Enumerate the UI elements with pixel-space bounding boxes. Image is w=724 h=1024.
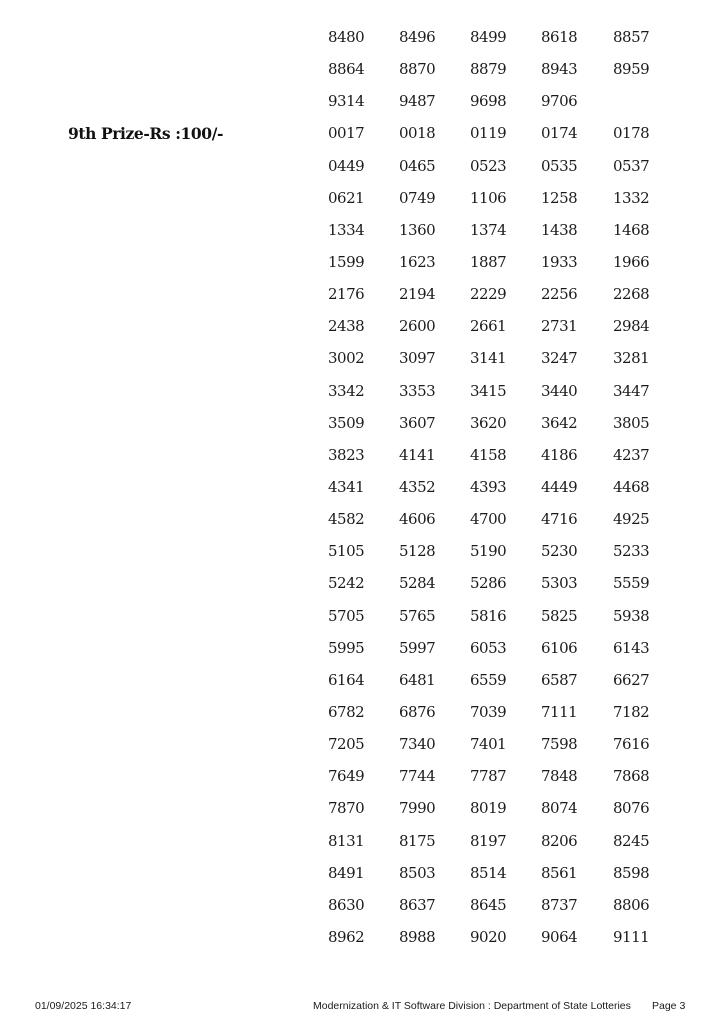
draw-number: 7401 bbox=[470, 735, 507, 754]
draw-number: 5233 bbox=[613, 542, 650, 561]
number-row bbox=[0, 921, 724, 953]
number-row bbox=[0, 21, 724, 53]
draw-number: 5105 bbox=[328, 542, 365, 561]
draw-number: 0174 bbox=[541, 124, 578, 143]
draw-number: 0749 bbox=[399, 188, 436, 207]
draw-number: 8630 bbox=[328, 895, 365, 914]
draw-number: 8637 bbox=[399, 895, 436, 914]
draw-number: 1933 bbox=[541, 253, 578, 272]
draw-number: 8988 bbox=[399, 928, 436, 946]
draw-number: 5190 bbox=[470, 542, 507, 561]
number-row bbox=[0, 857, 724, 889]
draw-number: 5286 bbox=[470, 574, 507, 593]
draw-number: 1599 bbox=[328, 253, 365, 272]
draw-number: 5242 bbox=[328, 574, 365, 593]
draw-number: 4186 bbox=[541, 445, 578, 464]
draw-number: 8074 bbox=[541, 799, 578, 818]
draw-number: 5938 bbox=[613, 606, 650, 625]
draw-number: 3620 bbox=[470, 413, 507, 432]
draw-number: 3353 bbox=[399, 381, 436, 400]
draw-number: 5303 bbox=[541, 574, 578, 593]
number-row bbox=[0, 664, 724, 696]
draw-number: 4393 bbox=[470, 478, 507, 497]
draw-number: 8857 bbox=[613, 28, 650, 47]
draw-number: 0449 bbox=[328, 156, 365, 175]
draw-number: 4237 bbox=[613, 445, 650, 464]
number-row bbox=[0, 375, 724, 407]
number-row bbox=[0, 728, 724, 760]
draw-number: 6627 bbox=[613, 670, 650, 689]
draw-number: 8737 bbox=[541, 895, 578, 914]
number-row bbox=[0, 503, 724, 535]
number-row bbox=[0, 278, 724, 310]
number-row bbox=[0, 889, 724, 921]
draw-number: 0535 bbox=[541, 156, 578, 175]
draw-number: 8499 bbox=[470, 28, 507, 47]
number-row bbox=[0, 150, 724, 182]
draw-number: 3342 bbox=[328, 381, 365, 400]
number-row bbox=[0, 567, 724, 599]
draw-number: 1258 bbox=[541, 188, 578, 207]
number-row bbox=[0, 214, 724, 246]
draw-number: 5128 bbox=[399, 542, 436, 561]
number-grid bbox=[0, 21, 724, 953]
draw-number: 9314 bbox=[328, 92, 365, 111]
draw-number: 8206 bbox=[541, 831, 578, 850]
draw-number: 7787 bbox=[470, 767, 507, 786]
draw-number: 6143 bbox=[613, 638, 650, 657]
draw-number: 4158 bbox=[470, 445, 507, 464]
number-row bbox=[0, 760, 724, 792]
draw-number: 3823 bbox=[328, 445, 365, 464]
draw-number: 4606 bbox=[399, 510, 436, 529]
draw-number: 4925 bbox=[613, 510, 650, 529]
footer-division-text: Modernization & IT Software Division : Department of State Lotteries bbox=[313, 1000, 631, 1012]
draw-number: 2984 bbox=[613, 317, 650, 336]
draw-number: 7039 bbox=[470, 703, 507, 722]
draw-number: 1468 bbox=[613, 220, 650, 239]
draw-number: 2438 bbox=[328, 317, 365, 336]
draw-number: 3141 bbox=[470, 349, 507, 368]
draw-number: 1438 bbox=[541, 220, 578, 239]
draw-number: 4468 bbox=[613, 478, 650, 497]
draw-number: 3607 bbox=[399, 413, 436, 432]
draw-number: 4449 bbox=[541, 478, 578, 497]
draw-number: 5765 bbox=[399, 606, 436, 625]
footer-datetime: 01/09/2025 16:34:17 bbox=[35, 1000, 132, 1012]
draw-number: 6559 bbox=[470, 670, 507, 689]
draw-number: 3002 bbox=[328, 349, 365, 368]
draw-number: 8618 bbox=[541, 28, 578, 47]
draw-number: 9487 bbox=[399, 92, 436, 111]
draw-number: 9111 bbox=[613, 928, 650, 946]
prize-label: 9th Prize-Rs :100/- bbox=[68, 123, 223, 143]
number-row bbox=[0, 182, 724, 214]
draw-number: 5559 bbox=[613, 574, 650, 593]
draw-number: 6876 bbox=[399, 703, 436, 722]
draw-number: 8019 bbox=[470, 799, 507, 818]
draw-number: 4582 bbox=[328, 510, 365, 529]
draw-number: 8245 bbox=[613, 831, 650, 850]
draw-number: 7649 bbox=[328, 767, 365, 786]
number-row bbox=[0, 696, 724, 728]
footer-page-number: Page 3 bbox=[652, 1000, 686, 1012]
draw-number: 6782 bbox=[328, 703, 365, 722]
number-row bbox=[0, 246, 724, 278]
draw-number: 7870 bbox=[328, 799, 365, 818]
draw-number: 8870 bbox=[399, 60, 436, 79]
draw-number: 1966 bbox=[613, 253, 650, 272]
draw-number: 6587 bbox=[541, 670, 578, 689]
number-row bbox=[0, 439, 724, 471]
draw-number: 4700 bbox=[470, 510, 507, 529]
draw-number: 7340 bbox=[399, 735, 436, 754]
draw-number: 7111 bbox=[541, 703, 578, 722]
draw-number: 8076 bbox=[613, 799, 650, 818]
draw-number: 5284 bbox=[399, 574, 436, 593]
draw-number: 8496 bbox=[399, 28, 436, 47]
draw-number: 7744 bbox=[399, 767, 436, 786]
draw-number: 4716 bbox=[541, 510, 578, 529]
draw-number: 8962 bbox=[328, 928, 365, 946]
draw-number: 0018 bbox=[399, 124, 436, 143]
number-row bbox=[0, 600, 724, 632]
number-row bbox=[0, 535, 724, 567]
draw-number: 0465 bbox=[399, 156, 436, 175]
draw-number: 2600 bbox=[399, 317, 436, 336]
draw-number: 1887 bbox=[470, 253, 507, 272]
number-row bbox=[0, 471, 724, 503]
number-row bbox=[0, 407, 724, 439]
number-row bbox=[0, 85, 724, 117]
draw-number: 1374 bbox=[470, 220, 507, 239]
draw-number: 3440 bbox=[541, 381, 578, 400]
draw-number: 1334 bbox=[328, 220, 365, 239]
draw-number: 1623 bbox=[399, 253, 436, 272]
draw-number: 9706 bbox=[541, 92, 578, 111]
draw-number: 6481 bbox=[399, 670, 436, 689]
draw-number: 0119 bbox=[470, 124, 507, 143]
draw-number: 1360 bbox=[399, 220, 436, 239]
draw-number: 4341 bbox=[328, 478, 365, 497]
draw-number: 8491 bbox=[328, 863, 365, 882]
draw-number: 8879 bbox=[470, 60, 507, 79]
draw-number: 3447 bbox=[613, 381, 650, 400]
number-row bbox=[0, 825, 724, 857]
draw-number: 6053 bbox=[470, 638, 507, 657]
draw-number: 7848 bbox=[541, 767, 578, 786]
draw-number: 5705 bbox=[328, 606, 365, 625]
draw-number: 2176 bbox=[328, 285, 365, 304]
number-row bbox=[0, 792, 724, 824]
draw-number: 9020 bbox=[470, 928, 507, 946]
number-row bbox=[0, 632, 724, 664]
draw-number: 3247 bbox=[541, 349, 578, 368]
number-row bbox=[0, 310, 724, 342]
draw-number: 8175 bbox=[399, 831, 436, 850]
draw-number: 8503 bbox=[399, 863, 436, 882]
draw-number: 0178 bbox=[613, 124, 650, 143]
draw-number: 0621 bbox=[328, 188, 365, 207]
draw-number: 0523 bbox=[470, 156, 507, 175]
draw-number: 9064 bbox=[541, 928, 578, 946]
page-footer bbox=[0, 1000, 724, 1016]
draw-number: 3281 bbox=[613, 349, 650, 368]
draw-number: 5825 bbox=[541, 606, 578, 625]
draw-number: 6164 bbox=[328, 670, 365, 689]
draw-number: 7205 bbox=[328, 735, 365, 754]
draw-number: 8806 bbox=[613, 895, 650, 914]
draw-number: 3509 bbox=[328, 413, 365, 432]
draw-number: 7616 bbox=[613, 735, 650, 754]
draw-number: 8197 bbox=[470, 831, 507, 850]
draw-number: 8959 bbox=[613, 60, 650, 79]
draw-number: 6106 bbox=[541, 638, 578, 657]
draw-number: 8514 bbox=[470, 863, 507, 882]
draw-number: 8864 bbox=[328, 60, 365, 79]
draw-number: 5997 bbox=[399, 638, 436, 657]
draw-number: 5230 bbox=[541, 542, 578, 561]
draw-number: 0017 bbox=[328, 124, 365, 143]
draw-number: 7182 bbox=[613, 703, 650, 722]
draw-number: 8561 bbox=[541, 863, 578, 882]
draw-number: 3415 bbox=[470, 381, 507, 400]
draw-number: 7990 bbox=[399, 799, 436, 818]
draw-number: 2268 bbox=[613, 285, 650, 304]
draw-number: 8598 bbox=[613, 863, 650, 882]
number-row bbox=[0, 53, 724, 85]
draw-number: 3642 bbox=[541, 413, 578, 432]
draw-number: 8943 bbox=[541, 60, 578, 79]
draw-number: 2731 bbox=[541, 317, 578, 336]
draw-number: 3805 bbox=[613, 413, 650, 432]
draw-number: 2256 bbox=[541, 285, 578, 304]
draw-number: 2229 bbox=[470, 285, 507, 304]
draw-number: 2194 bbox=[399, 285, 436, 304]
draw-number: 5995 bbox=[328, 638, 365, 657]
draw-number: 5816 bbox=[470, 606, 507, 625]
draw-number: 4352 bbox=[399, 478, 436, 497]
draw-number: 2661 bbox=[470, 317, 507, 336]
draw-number: 8480 bbox=[328, 28, 365, 47]
draw-number: 8645 bbox=[470, 895, 507, 914]
number-row bbox=[0, 342, 724, 374]
draw-number: 7598 bbox=[541, 735, 578, 754]
draw-number: 1106 bbox=[470, 188, 507, 207]
draw-number: 4141 bbox=[399, 445, 436, 464]
draw-number: 8131 bbox=[328, 831, 365, 850]
draw-number: 1332 bbox=[613, 188, 650, 207]
draw-number: 9698 bbox=[470, 92, 507, 111]
draw-number: 7868 bbox=[613, 767, 650, 786]
draw-number: 0537 bbox=[613, 156, 650, 175]
draw-number: 3097 bbox=[399, 349, 436, 368]
